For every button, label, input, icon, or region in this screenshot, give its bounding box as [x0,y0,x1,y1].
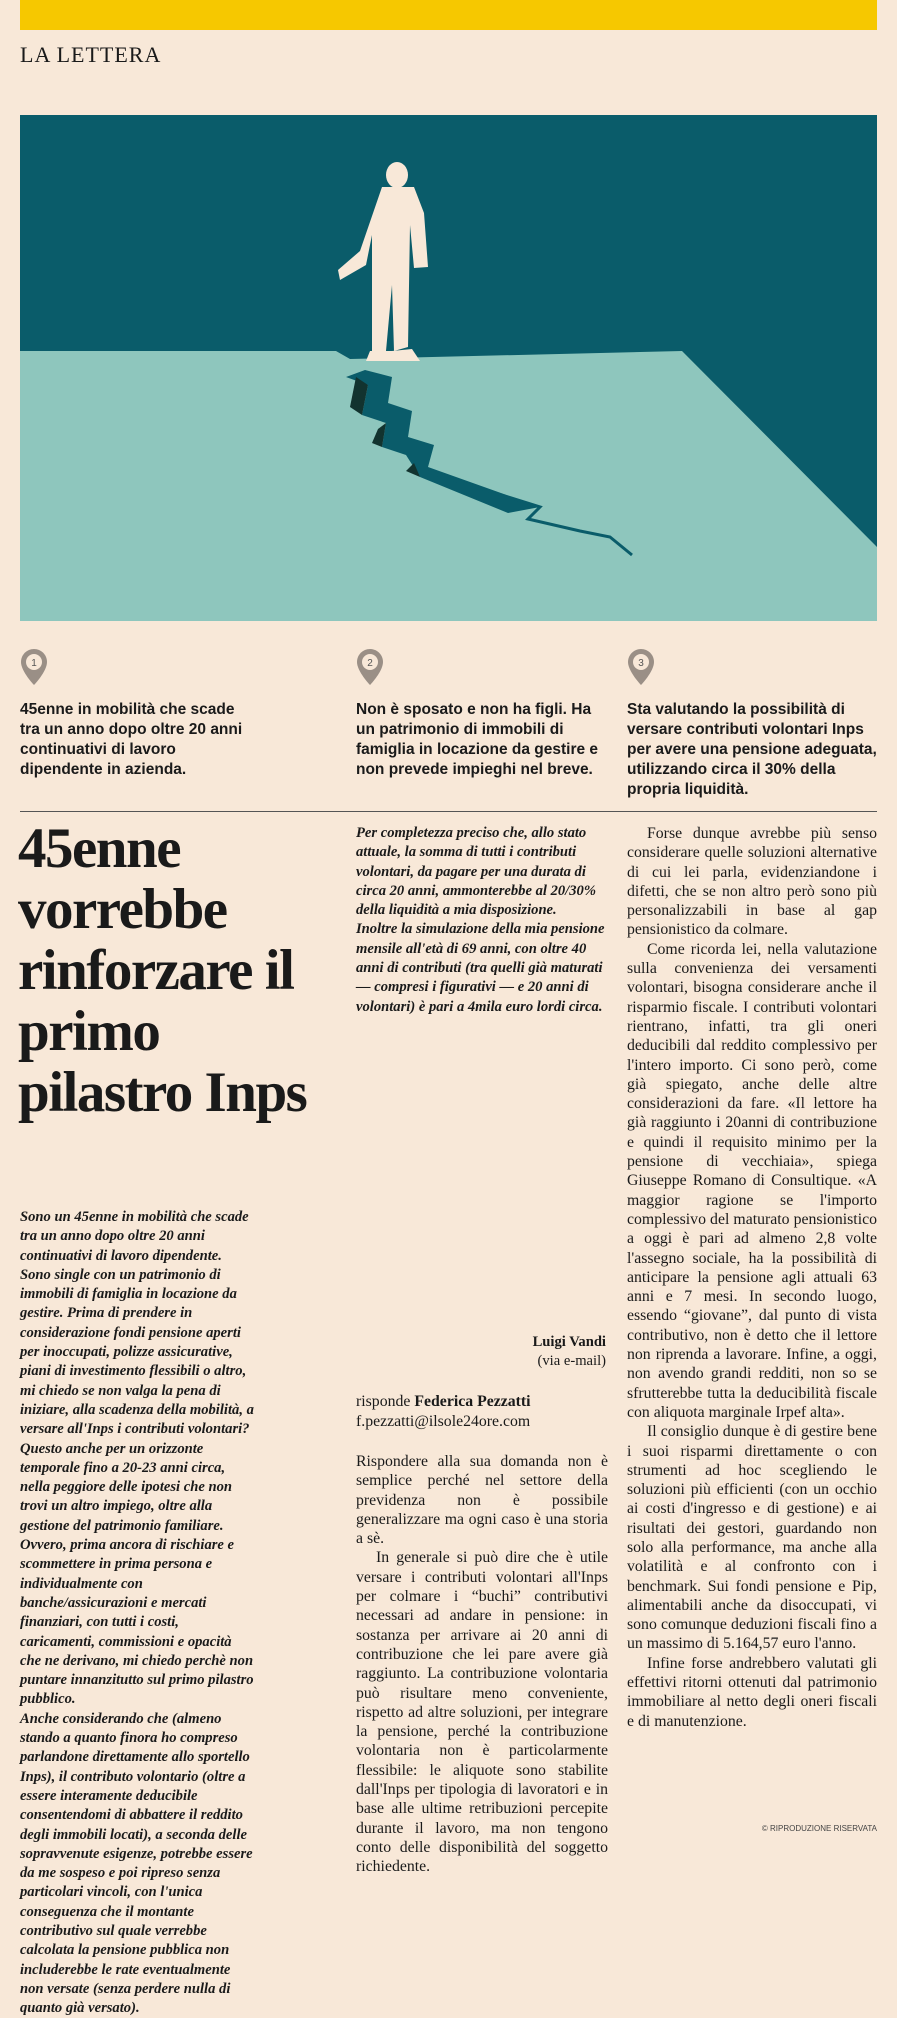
pin-icon-2 [356,648,384,686]
answer-paragraph: Forse dunque avrebbe più senso considerare quelle soluzioni alternative di cui lei parla, evidenziandone i difetti, che se non altro però sono più personalizzabili in base al gap pensionistico da colmare. [627,825,877,939]
letter-signature [356,1333,606,1371]
pin-icon-1 [20,648,48,686]
signature-via: (via e-mail) [537,1353,606,1369]
responder-email[interactable]: f.pezzatti@ilsole24ore.com [356,1413,531,1430]
copyright-notice: © RIPRODUZIONE RISERVATA [761,1824,877,1833]
letter-paragraph: Inoltre la simulazione della mia pensione mensile all'età di 69 anni, con oltre 40 anni di contributi (tra quelli già maturati — compresi i figurativi — e 20 anni di volontari) è pari a 4mila euro lordi circa. [356,921,605,1015]
letter-paragraph: Ovvero, prima ancora di rischiare e scommettere in prima persona e individualmente con banche/assicurazioni e mercati finanziari, con tutti i costi, caricamenti, commissioni e opacità che ne derivano, mi chiedo perchè non puntare innanzitutto sul primo pilastro pubblico. [20,1537,254,1708]
fact-1: 45enne in mobilità che scade tra un anno dopo oltre 20 anni continuativi di lavoro dipendente in azienda. [20,701,243,778]
answer-paragraph: Come ricorda lei, nella valutazione sulla convenienza dei versamenti volontari, bisogna considerare anche il risparmio fiscale. I contributi volontari rientrano, infatti, tra gli oneri deducibili dal reddito complessivo per l'intero importo. Ci sono però, come già spiegato, anche delle altre considerazioni da fare. «Il lettore ha già raggiunto i 20anni di contribuzione e quindi il requisito minimo per la pensione di vecchiaia», spiega Giuseppe Romano di Consultique. «A maggior ragione se l'importo complessivo del maturato pensionistico a oggi è pari ad almeno 2,8 volte l'assegno sociale, ha la possibilità di anticipare la pensione agli attuali 63 anni e 7 mesi. In secondo luogo, essendo “giovane”, dal punto di vista contributivo, non è detto che il lettore non riprenda a lavorare. Infine, a oggi, non avendo grandi redditi, non so se sfrutterebbe tutta la deducibilità fiscale con aliquota marginale Irpef alta». [627,940,877,1421]
pin-number: 2 [367,658,373,669]
answer-column-3 [627,824,877,1818]
pin-number: 1 [31,658,37,669]
pin-number: 3 [638,658,644,669]
answer-paragraph: Il consiglio dunque è di gestire bene i suoi risparmi direttamente o con strumenti ad hoc scegliendo le soluzioni più efficienti (con un occhio ai costi d'ingresso e di gestione) e ai risultati dei gestori, guardando non solo alla performance, ma anche alla volatilità e al confronto con i benchmark. Sui fondi pensione e Pip, alimentabili anche da disoccupati, vi sono comunque deduzioni fiscali fino a un massimo di 5.164,57 euro l'anno. [627,1423,877,1653]
responder-name: Federica Pezzatti [414,1393,531,1410]
letter-paragraph: Sono un 45enne in mobilità che scade tra un anno dopo oltre 20 anni continuativi di lavoro dipendente. Sono single con un patrimonio di immobili di famiglia in locazione da gestire. Prima di prendere in considerazione fondi pensione aperti per inoccupati, polizze assicurative, piani di investimento flessibili o altro, mi chiedo se non valga la pena di iniziare, alla scadenza della mobilità, a versare all'Inps i contributi volontari? Questo anche per un orizzonte temporale fino a 20-23 anni circa, nella peggiore delle ipotesi che non trovi un altro impiego, oltre alla gestione del patrimonio familiare. [20,1209,254,1534]
answer-paragraph: Infine forse andrebbero valutati gli effettivi ritorni ottenuti dal patrimonio immobiliare al netto degli oneri fiscali e di manutenzione. [627,1654,877,1730]
pin-icon-3 [627,648,655,686]
illustration [20,115,877,621]
letter-column-2 [356,824,608,1324]
fact-3: Sta valutando la possibilità di versare contributi volontari Inps per avere una pensione adeguata, utilizzando circa il 30% della propria liquidità. [627,701,877,798]
section-label: LA LETTERA [20,42,162,67]
responder-block [356,1392,608,1432]
answer-paragraph: Rispondere alla sua domanda non è semplice perché nel settore della previdenza non è possibile generalizzare ma ogni caso è una storia a sè. [356,1453,608,1548]
divider-rule [20,811,877,812]
fact-2: Non è sposato e non ha figli. Ha un patrimonio di immobili di famiglia in locazione da gestire e non prevede impieghi nel breve. [356,701,599,778]
letter-paragraph: Per completezza preciso che, allo stato attuale, la somma di tutti i contributi volontari, da pagare per una durata di circa 20 anni, ammonterebbe al 20/30% della liquidità a mia disposizione. [356,825,596,919]
signature-name: Luigi Vandi [532,1334,606,1350]
letter-paragraph: Anche considerando che (almeno stando a quanto finora ho compreso parlandone direttamente allo sportello Inps), il contributo volontario (oltre a essere interamente deducibile consentendomi di abbattere il reddito degli immobili locati), a seconda delle sopravvenute esigenze, potrebbe essere da me sospeso e poi ripreso senza particolari vincoli, con l'unica conseguenza che il montante contributivo sul quale verrebbe calcolata la pensione pubblica non includerebbe le rate eventualmente non versate (senza perdere nulla di quanto già versato). [20,1710,253,2017]
answer-paragraph: In generale si può dire che è utile versare i contributi volontari all'Inps per colmare i “buchi” contributivi necessari ad andare in pensione: in sostanza per arrivare ai 20 anni di contribuzione che lei pare avere già raggiunto. La contribuzione volontaria può risultare meno conveniente, rispetto ad altre soluzioni, per integrare la pensione, perché la contribuzione volontaria non è particolarmente flessibile: le aliquote sono stabilite dall'Inps per tipologia di lavoratori e in base alle ultime retribuzioni percepite durante il lavoro, ma non tengono conto delle disponibilità del soggetto richiedente. [356,1549,608,1876]
headline: 45enne vorrebbe rinforzare il primo pilastro Inps [18,817,307,1124]
top-accent-bar [20,0,877,30]
responder-prefix: risponde [356,1393,411,1410]
answer-column-2 [356,1452,608,1876]
letter-column-1 [20,1208,254,2017]
